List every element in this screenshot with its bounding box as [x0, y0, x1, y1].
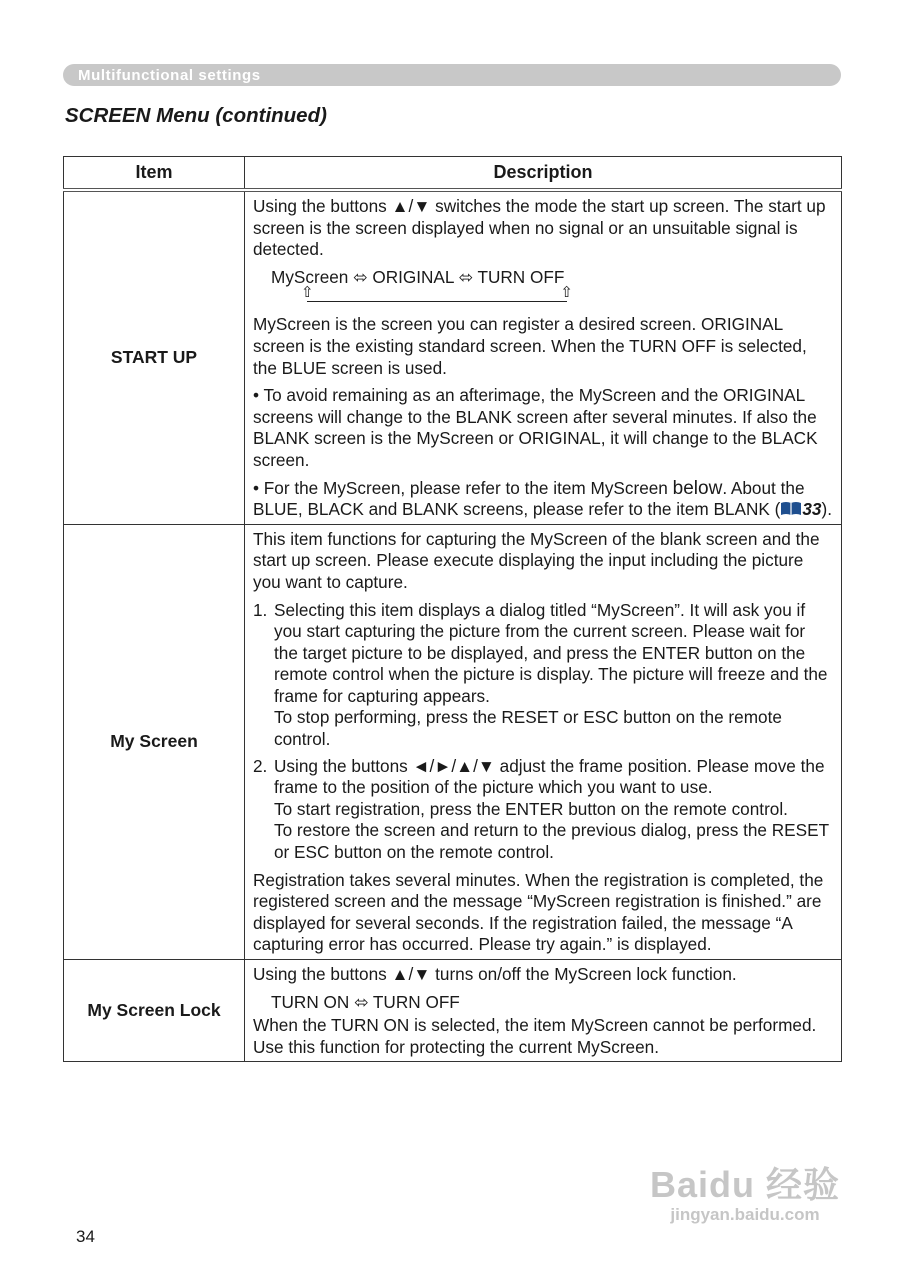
baidu-logo: Baidu 经验 [649, 1164, 840, 1205]
watermark-url: jingyan.baidu.com [670, 1205, 820, 1224]
list-item: 1. Selecting this item displays a dialog titled “MyScreen”. It will ask you if you start capturing the picture from the current screen. Please wait for the target picture to be displayed, and press the ENTER button on the remote control when the picture is display. The picture will freeze and the frame for capturing appears. To stop performing, press the RESET or ESC button on the remote control. [253, 599, 828, 750]
note: • For the MyScreen, please refer to the item MyScreen below. About the BLUE, BLACK and BLANK screens, please refer to the item BLANK ( 33). [253, 477, 832, 520]
cycle-arrow-icon: ⇧ ⇧ [301, 284, 573, 302]
section-header-bar [63, 64, 841, 86]
table-row [64, 960, 842, 1062]
paragraph: Using the buttons ▲/▼ turns on/off the MyScreen lock function. [253, 964, 737, 984]
column-header-description: Description [245, 157, 842, 191]
book-reference-icon [780, 499, 821, 519]
table-row [64, 524, 842, 959]
table-row [64, 190, 842, 524]
section-title: Multifunctional settings [78, 67, 261, 84]
paragraph: When the TURN ON is selected, the item MyScreen cannot be performed. Use this function for protecting the current MyScreen. [253, 1015, 817, 1057]
mode-sequence: TURN ON ⬄ TURN OFF [271, 991, 460, 1012]
watermark [640, 1165, 850, 1235]
note: • To avoid remaining as an afterimage, the MyScreen and the ORIGINAL screens will change to the BLANK screen after several minutes. If also the BLANK screen is the MyScreen or ORIGINAL, it will change to the BLACK screen. [253, 385, 818, 470]
paragraph: Registration takes several minutes. When the registration is completed, the registered screen and the message “MyScreen registration is finished.” are displayed for several seconds. If the registration failed, the message “A capturing error has occurred. Please try again.” is displayed. [253, 869, 824, 955]
mode-sequence: MyScreen ⬄ ORIGINAL ⬄ TURN OFF [271, 266, 565, 287]
item-cell-my-screen: My Screen [64, 524, 245, 959]
item-cell-my-screen-lock: My Screen Lock [64, 960, 245, 1062]
page-number: 34 [76, 1227, 95, 1246]
screen-menu-table [63, 156, 842, 1062]
table-header-row [64, 157, 842, 191]
page-reference: 33 [802, 499, 822, 520]
steps-list [253, 600, 833, 864]
page-title: SCREEN Menu (continued) [65, 104, 327, 127]
list-item: 2. Using the buttons ◄/►/▲/▼ adjust the frame position. Please move the frame to the position of the picture which you want to use. To start registration, press the ENTER button on the remote control. To restore the screen and return to the previous dialog, press the RESET or ESC button on the remote control. [253, 755, 829, 863]
paragraph: Using the buttons ▲/▼ switches the mode the start up screen. The start up screen is the screen displayed when no signal or an unsuitable signal is detected. [253, 196, 826, 260]
item-cell-start-up: START UP [64, 190, 245, 524]
paragraph: MyScreen is the screen you can register a desired screen. ORIGINAL screen is the existing standard screen. When the TURN OFF is selected, the BLUE screen is used. [253, 314, 807, 378]
description-cell-my-screen [245, 524, 842, 959]
description-cell-my-screen-lock [245, 960, 842, 1062]
column-header-item: Item [64, 157, 245, 191]
description-cell-start-up [245, 190, 842, 524]
paragraph: This item functions for capturing the MyScreen of the blank screen and the start up screen. Please execute displaying the input including the picture you want to capture. [253, 528, 820, 592]
